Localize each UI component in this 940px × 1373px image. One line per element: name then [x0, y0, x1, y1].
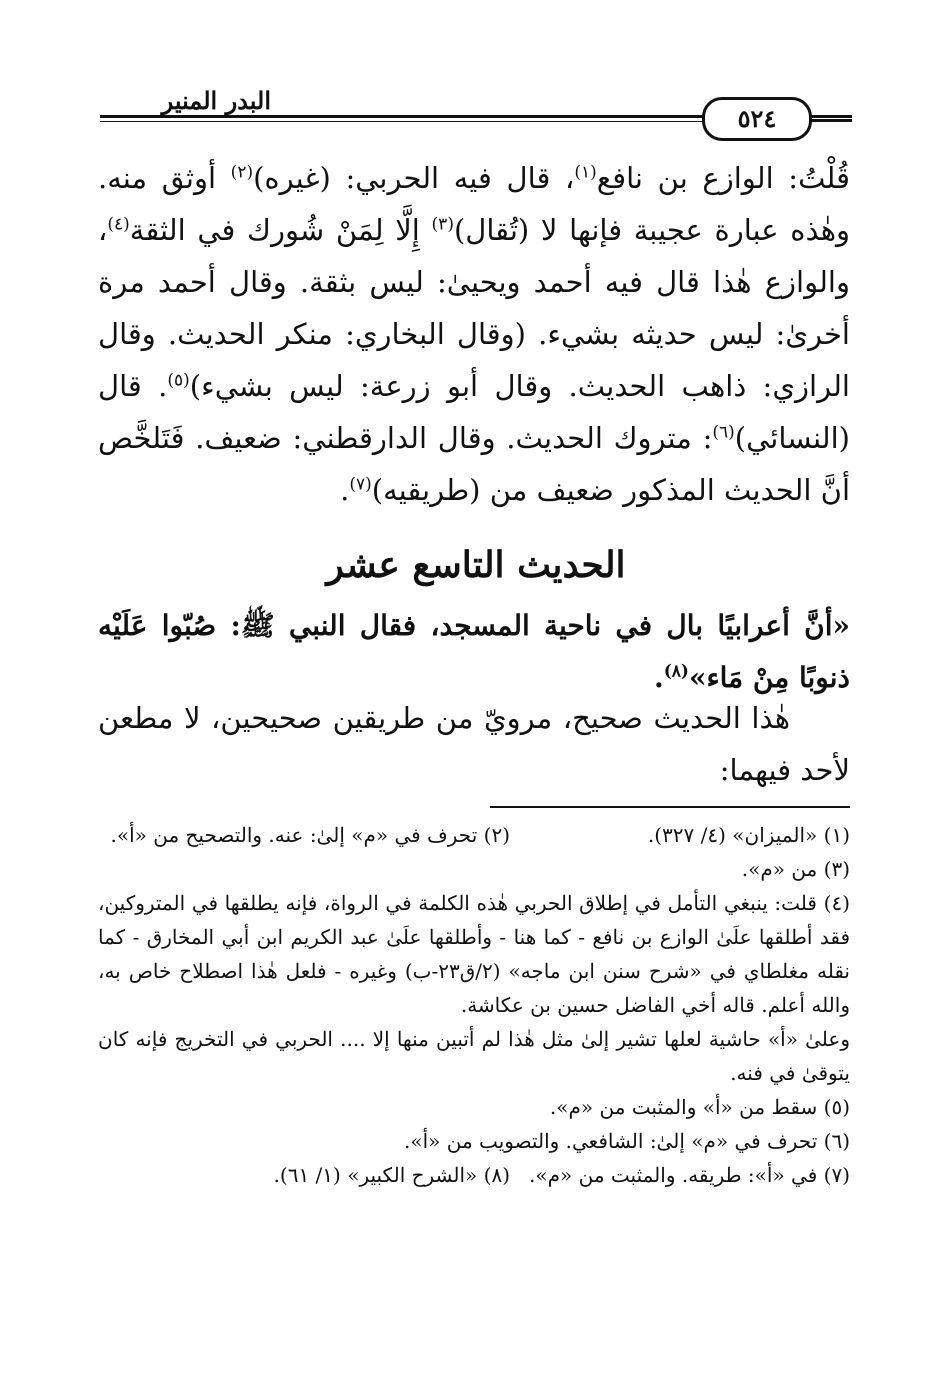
- commentary-text: هٰذا الحديث صحيح، مرويّ من طريقين صحيحين، لا مطعن لأحد فيهما:: [98, 701, 850, 787]
- footnote-5: (٥) سقط من «أ» والمثبت من «م».: [549, 1095, 850, 1119]
- section-title: الحديث التاسع عشر: [326, 544, 626, 586]
- footnote-6: (٦) تحرف في «م» إلىٰ: الشافعي. والتصويب من «أ».: [404, 1129, 850, 1153]
- text-run: قُلْتُ: الوازع بن نافع: [596, 161, 851, 195]
- footnote-ref: (٨): [663, 661, 689, 682]
- footnote-ref: (٤): [107, 214, 130, 235]
- footnote-7: (٧) في «أ»: طريقه. والمثبت من «م».: [529, 1163, 850, 1187]
- footnote-ref: (٣): [431, 214, 454, 235]
- footnote-separator: [490, 806, 850, 808]
- footnote-8: (٨) «الشرح الكبير» (١/ ٦١).: [273, 1163, 510, 1187]
- hadith-text: [98, 600, 850, 704]
- footnotes: [98, 818, 850, 1192]
- text-run: ، والوازع هٰذا قال فيه أحمد ويحيىٰ: ليس بثقة. وقال أحمد مرة أخرىٰ: ليس حديثه بشيء. (وقال البخاري: منكر الحديث. وقال الرازي: ذاهب الحديث. وقال أبو زرعة: ليس بشيء): [98, 213, 850, 403]
- running-title: البدر المنير: [156, 87, 277, 115]
- text-run: .: [340, 473, 350, 507]
- footnote-row: [98, 818, 850, 852]
- page-header: [100, 85, 852, 131]
- text-run: .: [653, 661, 664, 694]
- footnote-4: (٤) قلت: ينبغي التأمل في إطلاق الحربي هٰذه الكلمة في الرواة، فإنه يطلقها في المتروكين، فقد أطلقها علَىٰ الوازع بن نافع - كما هنا - وأطلقها علَىٰ عبد الكريم ابن أبي المخارق - كما نقله مغلطاي في «شرح سنن ابن ماجه» (٢/ق٢٣-ب) وغيره - فلعل هٰذا اصطلاح خاص به، والله أعلم. قاله أخي الفاضل حسين بن عكاشة.: [98, 891, 850, 1017]
- footnote-3: (٣) من «م».: [741, 857, 850, 881]
- header-ornament-icon: [812, 115, 852, 123]
- footnote-ref: (٢): [230, 162, 254, 183]
- hadith-quote: «أنَّ أعرابيًا بال في ناحية المسجد، فقال النبي ﷺ: صُبّوا عَلَيْه ذنوبًا مِنْ مَاء»: [98, 609, 850, 694]
- text-run: أوثق منه. وهٰذه عبارة عجيبة فإنها لا (تُقال): [98, 161, 850, 247]
- commentary-paragraph: [98, 692, 850, 796]
- footnote-ref: (٧): [349, 474, 372, 495]
- text-run: : متروك الحديث. وقال الدارقطني: ضعيف. فَتَلخَّص أنَّ الحديث المذكور ضعيف من (طريقيه): [98, 421, 850, 507]
- footnote-ref: (١): [574, 162, 597, 183]
- footnote-1: (١) «الميزان» (٤/ ٣٢٧).: [647, 823, 850, 847]
- text-run: ، قال فيه الحربي: (غيره): [253, 161, 575, 195]
- footnote-ref: (٦): [712, 422, 735, 443]
- main-paragraph: [98, 152, 850, 516]
- text-run: إِلَّا لِمَنْ شُورك في الثقة: [129, 213, 432, 247]
- text-run: . قال (النسائي): [98, 369, 850, 455]
- page-number-badge: ٥٢٤: [702, 97, 812, 141]
- footnote-ref: (٥): [167, 370, 190, 391]
- footnote-4-continued: وعلىٰ «أ» حاشية لعلها تشير إلىٰ مثل هٰذا لم أتبين منها إلا .... الحربي في التخريج فإنه كان يتوقىٰ في فنه.: [98, 1027, 850, 1085]
- footnote-2: (٢) تحرف في «م» إلىٰ: عنه. والتصحيح من «أ».: [110, 823, 510, 847]
- footnote-row: [98, 1158, 850, 1192]
